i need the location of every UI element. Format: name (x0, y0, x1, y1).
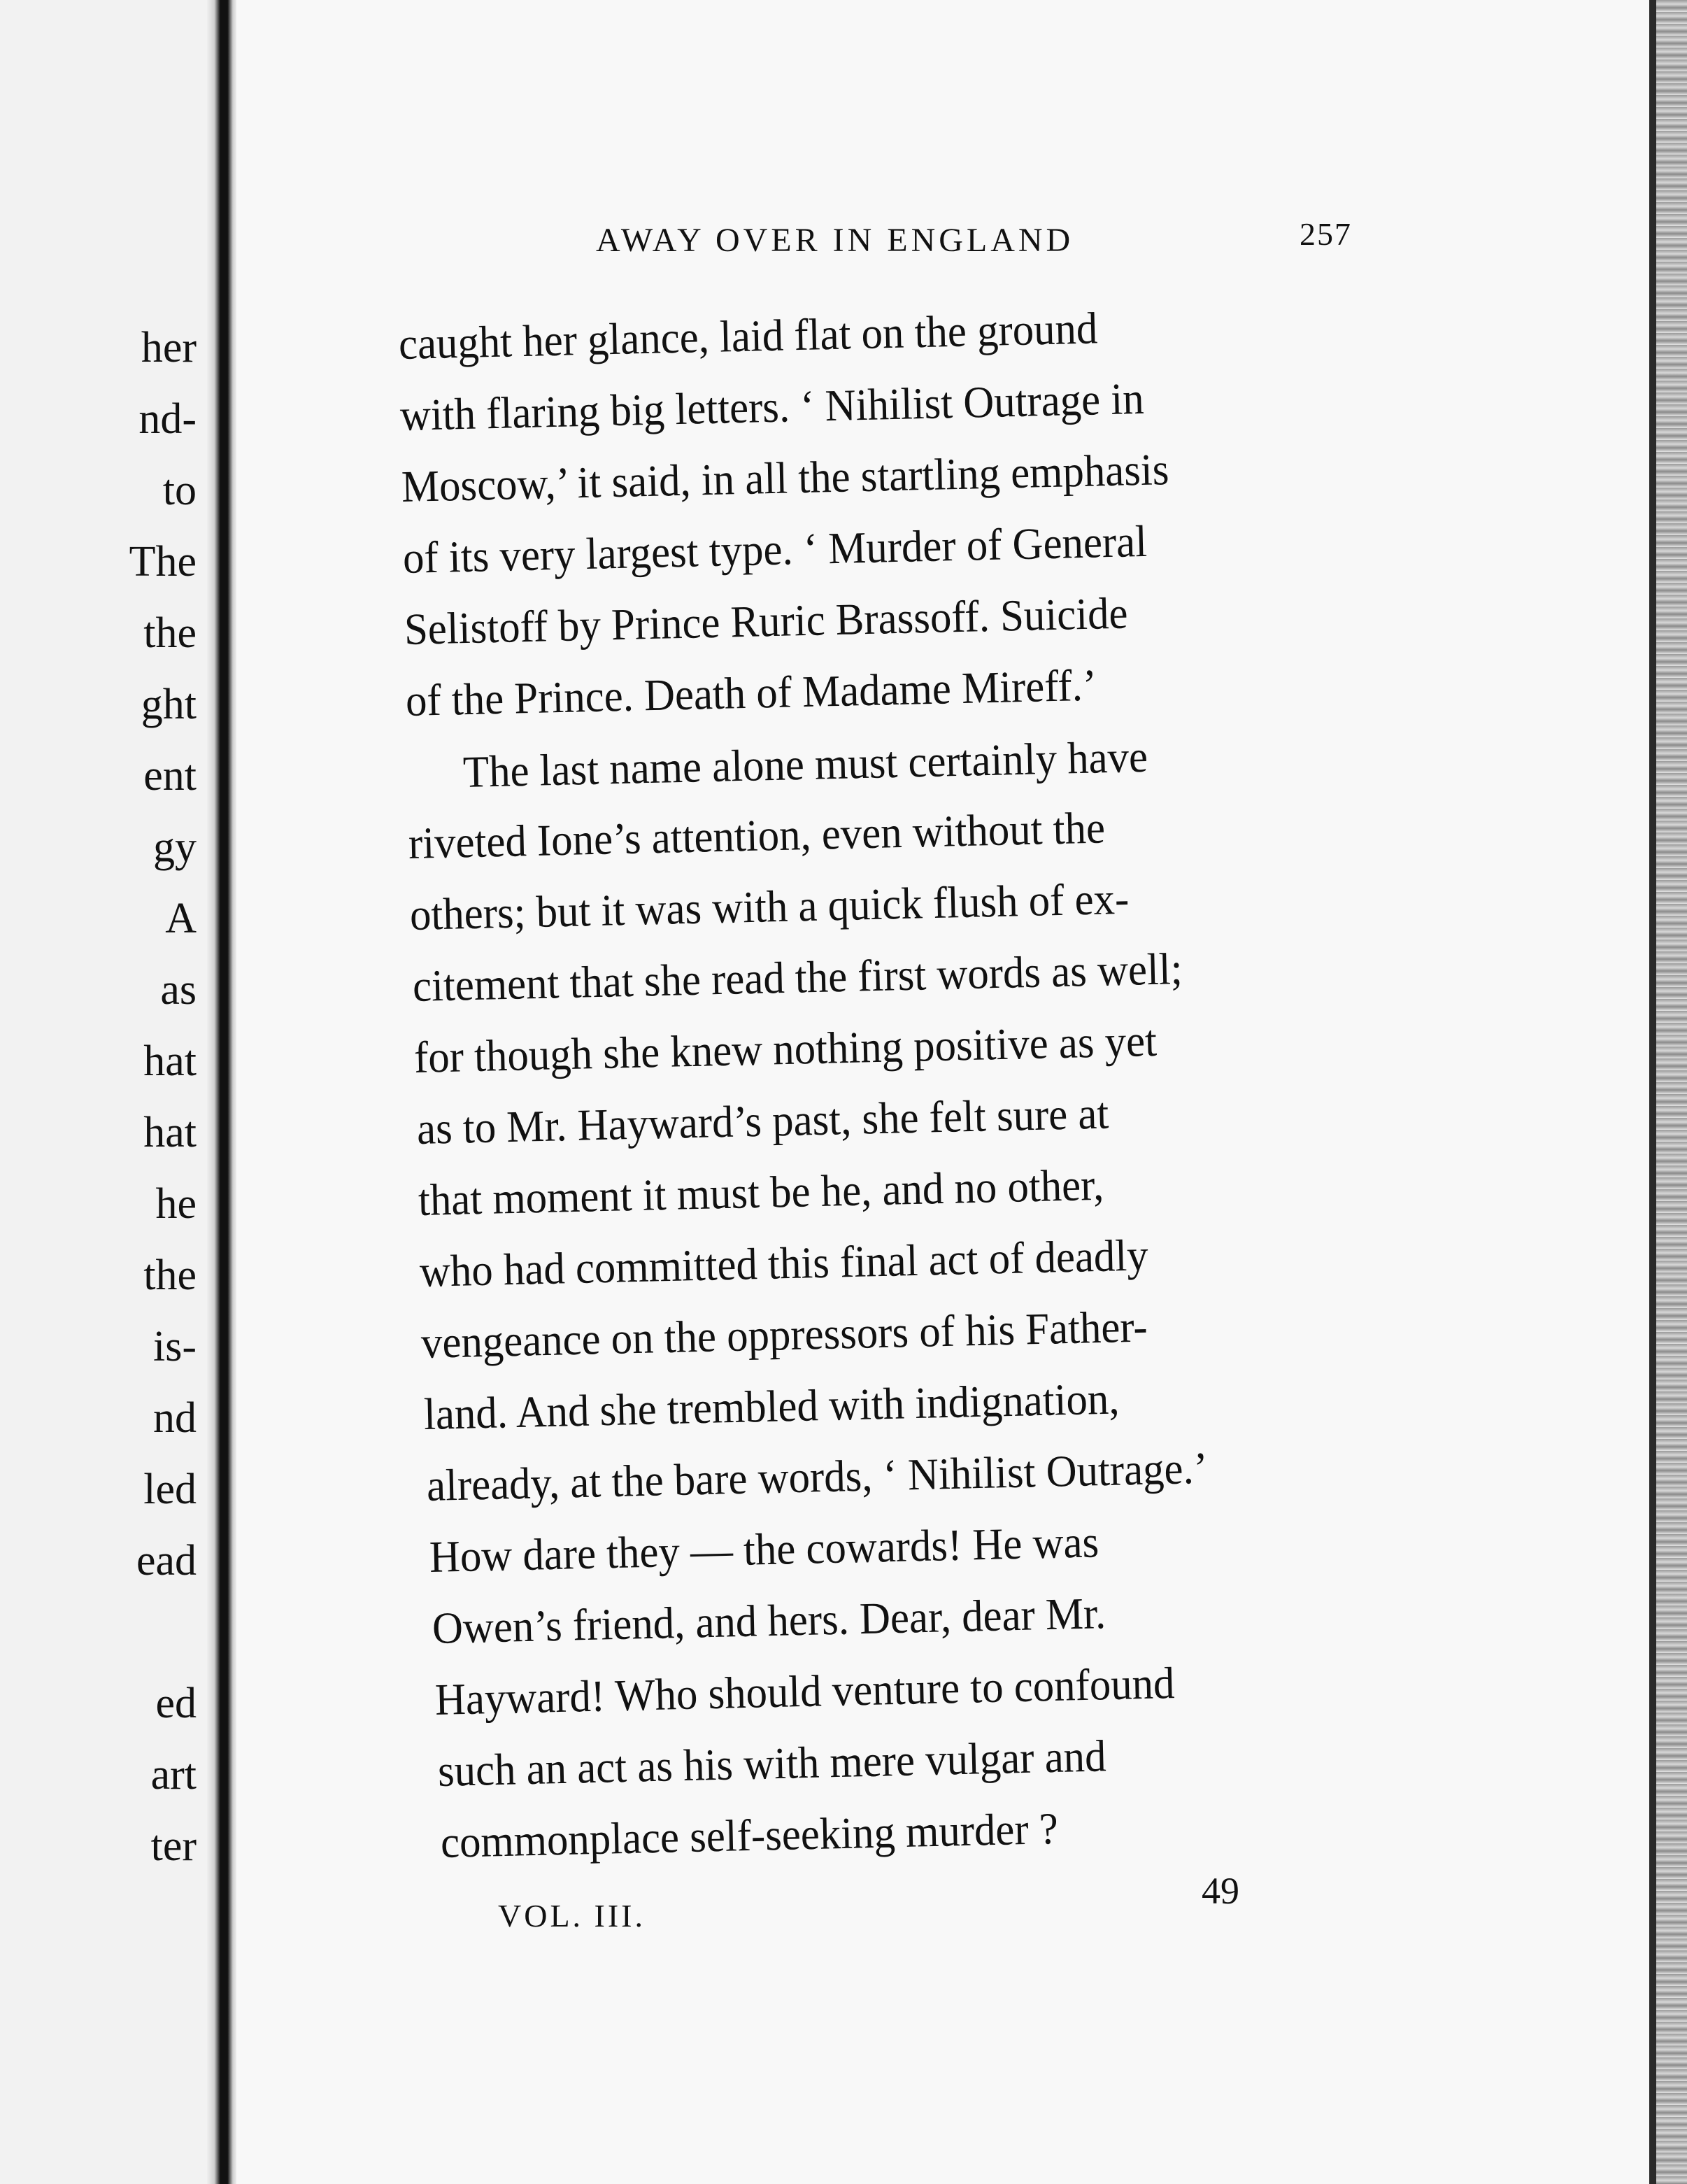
body-line: with flaring big letters. ‘ Nihilist Outrage in (399, 373, 1145, 440)
left-page-line: her (141, 324, 197, 371)
left-page-line: nd (153, 1394, 197, 1442)
running-head: AWAY OVER IN ENGLAND (596, 222, 1074, 259)
page-number: 257 (1300, 216, 1352, 252)
body-line: caught her glance, laid flat on the ground (398, 303, 1098, 369)
body-line: vengeance on the oppressors of his Father- (420, 1301, 1148, 1368)
left-page-line: ed (155, 1680, 197, 1727)
body-line: Selistoff by Prince Ruric Brassoff. Suicide (404, 588, 1129, 654)
body-line: land. And she trembled with indignation, (423, 1373, 1120, 1439)
book-edge (1649, 0, 1687, 2184)
left-page-line: art (150, 1751, 197, 1799)
body-line: others; but it was with a quick flush of ex- (409, 873, 1130, 939)
left-page-line: is- (153, 1323, 197, 1370)
body-line: commonplace self-seeking murder ? (440, 1803, 1059, 1867)
body-line: for though she knew nothing positive as yet (413, 1015, 1158, 1082)
left-page (0, 0, 213, 2184)
left-page-line: he (155, 1180, 197, 1228)
body-line: as to Mr. Hayward’s past, she felt sure at (416, 1088, 1109, 1154)
body-line: Moscow,’ it said, in all the startling emphasis (401, 444, 1170, 511)
body-line: Hayward! Who should venture to confound (434, 1658, 1176, 1724)
book-gutter (207, 0, 236, 2184)
left-page-line: hat (143, 1109, 197, 1156)
body-line: that moment it must be he, and no other, (418, 1159, 1104, 1225)
left-page-line: The (129, 538, 197, 586)
body-line: of the Prince. Death of Madame Mireff.’ (405, 660, 1097, 725)
left-page-line: the (143, 1251, 197, 1299)
left-page-line: ter (150, 1822, 197, 1870)
body-line: who had committed this final act of deadly (419, 1230, 1149, 1296)
signature-mark: 49 (1202, 1870, 1239, 1912)
left-page-line: gy (153, 823, 197, 871)
left-page-line: ead (136, 1537, 197, 1584)
left-page-line: as (160, 966, 197, 1014)
left-page-line: to (162, 467, 197, 514)
body-line: already, at the bare words, ‘ Nihilist Outrage.’ (426, 1442, 1209, 1510)
left-page-line: the (143, 609, 197, 657)
body-line: riveted Ione’s attention, even without the (408, 802, 1106, 868)
body-line: Owen’s friend, and hers. Dear, dear Mr. (432, 1588, 1106, 1653)
body-line: The last name alone must certainly have (462, 731, 1148, 797)
left-page-line: ght (141, 681, 197, 728)
left-page-line: led (143, 1466, 197, 1513)
volume-footer: VOL. III. (498, 1898, 646, 1934)
left-page-line: ent (143, 752, 197, 800)
body-line: such an act as his with mere vulgar and (437, 1731, 1107, 1796)
left-page-line: A (165, 895, 197, 942)
left-page-line: hat (143, 1037, 197, 1085)
left-page-line: nd- (138, 395, 197, 443)
body-line: of its very largest type. ‘ Murder of General (402, 516, 1148, 583)
body-line: How dare they — the cowards! He was (429, 1517, 1099, 1582)
body-line: citement that she read the first words as well; (412, 944, 1183, 1011)
